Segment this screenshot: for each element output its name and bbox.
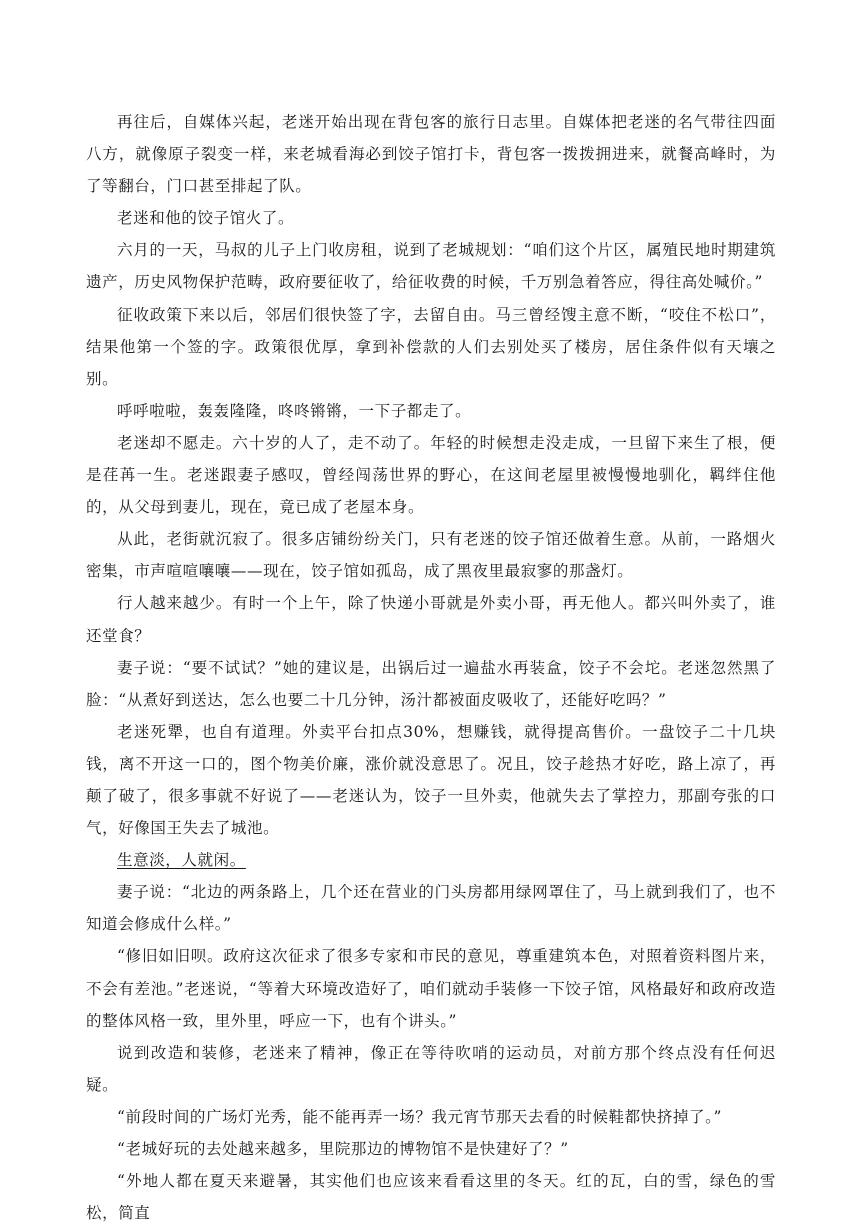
paragraph — [86, 427, 776, 523]
paragraph-text: 征收政策下来以后，邻居们很快签了字，去留自由。马三曾经馊主意不断，“咬住不松口”，结果他第一个签的字。政策很优厚，拿到补偿款的人们去别处买了楼房，居住条件似有天壤之别。 — [86, 305, 776, 388]
paragraph — [86, 652, 776, 716]
paragraph-text: “修旧如旧呗。政府这次征求了很多专家和市民的意见，尊重建筑本色，对照着资料图片来，不会有差池。”老迷说，“等着大环境改造好了，咱们就动手装修一下饺子馆，风格最好和政府改造的整体风格一致，里外里，呼应一下，也有个讲头。” — [86, 947, 776, 1030]
paragraph-text: 老迷死犟，也自有道理。外卖平台扣点30%，想赚钱，就得提高售价。一盘饺子二十几块钱，离不开这一口的，图个物美价廉，涨价就没意思了。况且，饺子趁热才好吃，路上凉了，再颠了破了，很多事就不好说了——老迷认为，饺子一旦外卖，他就失去了掌控力，那副夸张的口气，好像国王失去了城池。 — [86, 722, 776, 838]
article-body — [86, 106, 776, 1229]
paragraph-text: 行人越来越少。有时一个上午，除了快递小哥就是外卖小哥，再无他人。都兴叫外卖了，谁还堂食？ — [86, 594, 776, 645]
paragraph-text: 老迷和他的饺子馆火了。 — [117, 209, 295, 228]
paragraph-text: “老城好玩的去处越来越多，里院那边的博物馆不是快建好了？” — [117, 1140, 569, 1158]
paragraph — [86, 1165, 776, 1229]
paragraph-text: 妻子说：“北边的两条路上，几个还在营业的门头房都用绿网罩住了，马上就到我们了，也不知道会修成什么样。” — [86, 883, 776, 934]
paragraph-text: “前段时间的广场灯光秀，能不能再弄一场？我元宵节那天去看的时候鞋都快挤掉了。” — [117, 1107, 723, 1126]
paragraph — [86, 1037, 776, 1101]
paragraph-text: 从此，老街就沉寂了。很多店铺纷纷关门，只有老迷的饺子馆还做着生意。从前，一路烟火密集，市声喧喧嚷嚷——现在，饺子馆如孤岛，成了黑夜里最寂寥的那盏灯。 — [86, 530, 776, 581]
paragraph — [86, 1133, 776, 1165]
underlined-text: 生意淡，人就闲。 — [117, 851, 246, 870]
paragraph — [86, 1101, 776, 1133]
paragraph — [86, 523, 776, 587]
paragraph-text: 说到改造和装修，老迷来了精神，像正在等待吹哨的运动员，对前方那个终点没有任何迟疑。 — [86, 1043, 776, 1094]
paragraph — [86, 716, 776, 844]
paragraph — [86, 876, 776, 940]
paragraph-text: 六月的一天，马叔的儿子上门收房租，说到了老城规划：“咱们这个片区，属殖民地时期建筑遗产，历史风物保护范畴，政府要征收了，给征收费的时候，千万别急着答应，得往高处喊价。” — [86, 241, 776, 292]
paragraph-text: 妻子说：“要不试试？”她的建议是，出锅后过一遍盐水再装盒，饺子不会坨。老迷忽然黑了脸：“从煮好到送达，怎么也要二十几分钟，汤汁都被面皮吸收了，还能好吃吗？” — [86, 658, 776, 709]
paragraph — [86, 299, 776, 395]
paragraph — [86, 587, 776, 651]
underlined-paragraph — [86, 844, 776, 876]
paragraph — [86, 234, 776, 298]
paragraph — [86, 106, 776, 202]
paragraph-text: “外地人都在夏天来避暑，其实他们也应该来看看这里的冬天。红的瓦，白的雪，绿色的雪松，简直 — [86, 1172, 776, 1223]
paragraph — [86, 202, 776, 234]
paragraph-text: 老迷却不愿走。六十岁的人了，走不动了。年轻的时候想走没走成，一旦留下来生了根，便是荏苒一生。老迷跟妻子感叹，曾经闯荡世界的野心，在这间老屋里被慢慢地驯化，羁绊住他的，从父母到妻儿，现在，竟已成了老屋本身。 — [86, 433, 776, 517]
paragraph-text: 呼呼啦啦，轰轰隆隆，咚咚锵锵，一下子都走了。 — [117, 401, 472, 420]
paragraph-text: 再往后，自媒体兴起，老迷开始出现在背包客的旅行日志里。自媒体把老迷的名气带往四面八方，就像原子裂变一样，来老城看海必到饺子馆打卡，背包客一拨拨拥进来，就餐高峰时，为了等翻台，门口甚至排起了队。 — [86, 113, 776, 196]
paragraph — [86, 940, 776, 1036]
paragraph — [86, 395, 776, 427]
